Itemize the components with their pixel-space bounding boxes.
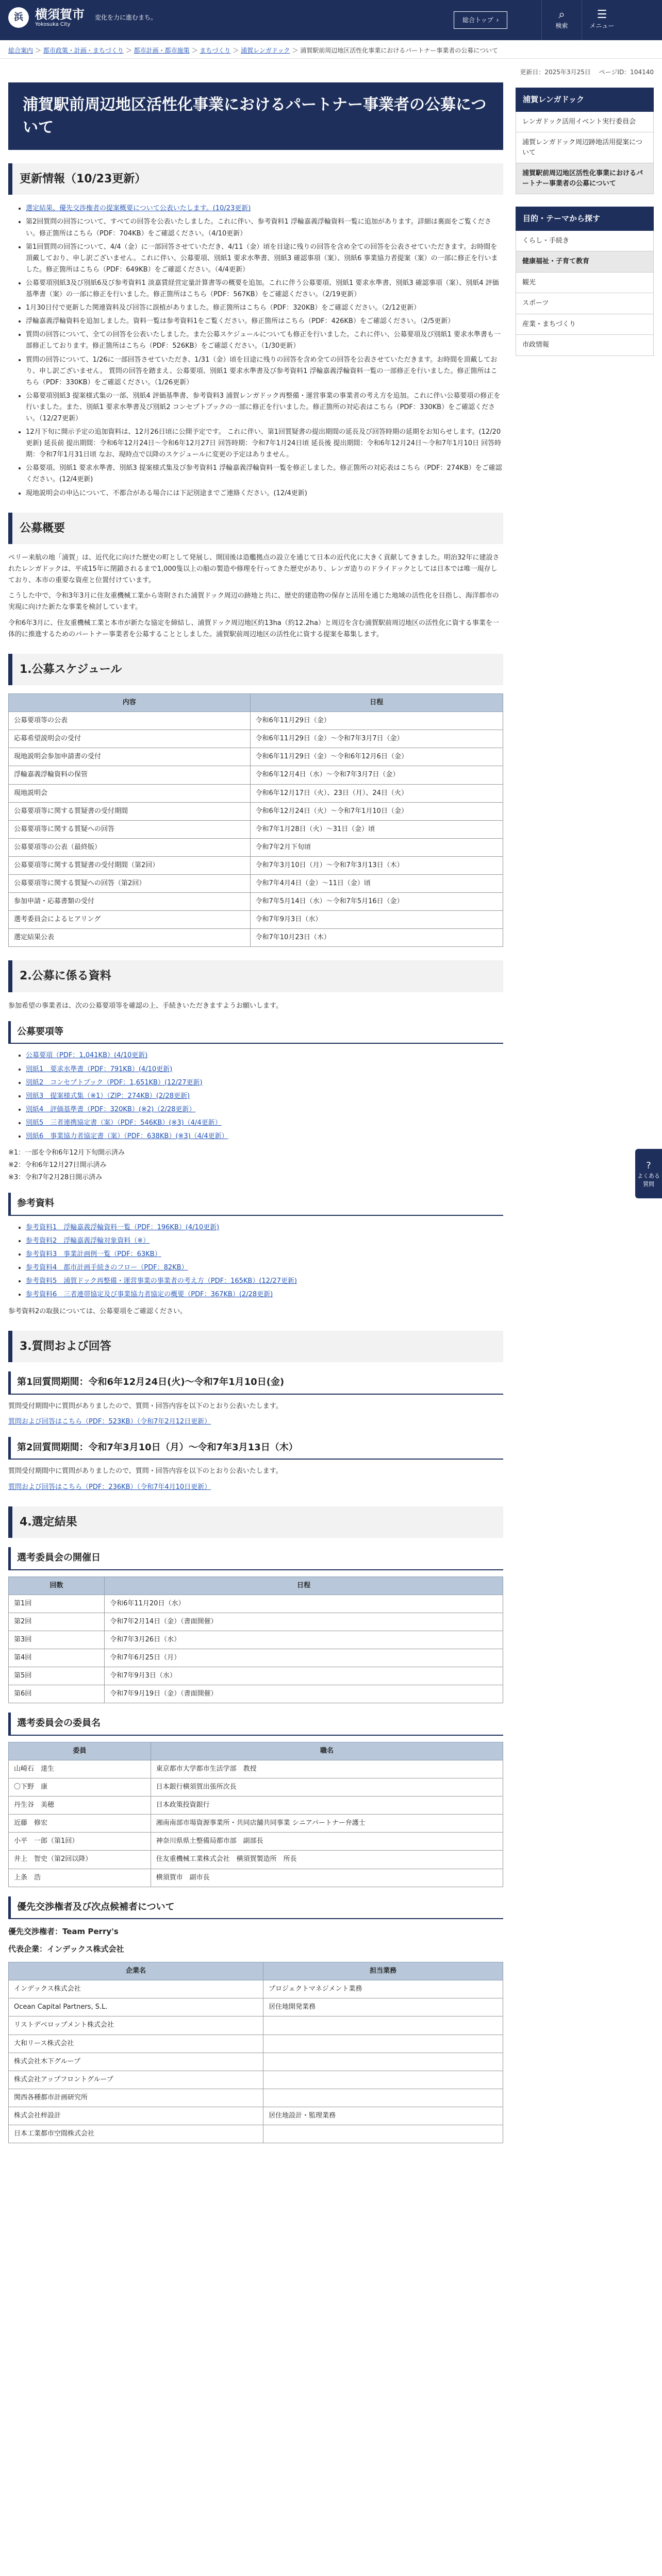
updated-date: 更新日：2025年3月25日 [520,69,591,76]
table-cell: 令和6年11月29日（金）～令和6年12月6日（金） [250,748,503,766]
table-cell: 第6回 [9,1685,105,1703]
table-cell: 〇下野 康 [9,1778,151,1797]
priority-representative: 代表企業：インデックス株式会社 [8,1944,124,1954]
ref-item-link[interactable]: 参考資料5 浦賀ドック再整備・運営事業の事業者の考え方（PDF：165KB）(12/27更新) [26,1277,297,1285]
company-row [9,2071,503,2089]
ref-item-link[interactable]: 参考資料1 浮輪嘉義浮輪資料一覧（PDF：196KB）(4/10更新) [26,1224,220,1231]
table-cell: 居住地設計・監理業務 [263,2107,503,2125]
qa-round2-text: 質問受付期間中に質問がありましたので、質問・回答内容を以下のとおり公表いたします。 [8,1467,283,1476]
companies-table [8,1962,503,2143]
qa-round1-link[interactable]: 質問および回答はこちら（PDF：523KB）（令和7年2月12日更新） [8,1417,211,1426]
overview-paragraph: ペリー来航の地「浦賀」は、近代化に向けた歴史の町として発展し、開国後は造艦拠点の設立を通じて日本の近代化に大きく貢献してきました。明治32年に建設されたレンガドックは、平成15年に閉鎖されるまで1,000隻以上の船の製造や修理を行ってきた歴史があり、レンガ造りのドライドックとしては日本では唯一現存しており、本市の重要な資産と位置付けています。 [8,554,500,585]
sidebar-item-current[interactable]: 浦賀駅前周辺地区活性化事業におけるパートナー事業者の公募について [516,163,654,194]
doc-item[interactable] [26,1117,503,1129]
schedule-row [9,784,503,802]
docs-list [8,1050,503,1142]
table-cell: 参加申請・応募書類の受付 [9,893,251,911]
breadcrumb-current: 浦賀駅前周辺地区活性化事業におけるパートナー事業者の公募について [300,47,498,54]
breadcrumb-item[interactable]: 総合案内 [8,47,34,54]
site-top-button[interactable]: 総合トップ › [454,11,507,29]
company-row [9,2089,503,2107]
doc-item-link[interactable]: 別紙1 要求水準書（PDF：791KB）(4/10更新) [26,1065,173,1073]
ref-item-link[interactable]: 参考資料3 事業計画例一覧（PDF：63KB） [26,1250,161,1259]
meeting-row [9,1595,503,1613]
topic-item[interactable]: スポーツ [516,293,654,314]
table-cell: 令和7年4月4日（金）～11日（金）頃 [250,875,503,893]
schedule-heading: 1.公募スケジュール [8,654,503,685]
qa-heading: 3.質問および回答 [8,1331,503,1362]
meetings-table [8,1577,503,1704]
update-item: • 現地説明会の申込について、不都合がある場合には下記別途までご連絡ください。(12/4更新) [26,488,503,499]
meeting-row [9,1613,503,1631]
overview-heading: 公募概要 [8,513,503,544]
update-item: • 浮輪嘉義浮輪資料を追加しました。資料一覧は参考資料1をご覧ください。修正箇所はこちら（PDF：426KB）をご確認ください。（2/5更新） [26,316,503,327]
city-tagline: 変化を力に進むまち。 [95,13,157,21]
table-cell: 井上 智史（第2回以降） [9,1851,151,1869]
ref-item-link[interactable]: 参考資料6 三者連帯協定及び事業協力者協定の概要（PDF：367KB）(2/28更新) [26,1291,273,1299]
table-cell [263,2016,503,2035]
table-cell: 令和7年3月26日（水） [105,1631,503,1649]
question-icon: ? [646,1160,651,1172]
table-cell: 関西各種都市計画研究所 [9,2089,263,2107]
update-item: • 公募要項別紙3 提案様式集の一部、別紙4 評価基準書、参考資料3 浦賀レンガドック再整備・運営事業の事業者の考え方を追加。これに伴い公募要項の修正を行いました。また、別紙1 要求水準書及び別紙2 コンセプトブックの一部に修正を行いました。修正箇所の対応表はこちら（PDF：330KB）をご確認ください。（12/27更新） [26,391,503,425]
table-cell: 住友重機械工業株式会社 横須賀製造所 所長 [151,1851,503,1869]
sidebar-item[interactable]: レンガドック活用イベント実行委員会 [516,112,654,133]
table-cell: 令和6年12月4日（水）～令和7年3月7日（金） [250,766,503,784]
schedule-row [9,875,503,893]
members-heading: 選考委員会の委員名 [8,1713,503,1736]
table-cell: 令和7年5月14日（水）～令和7年5月16日（金） [250,893,503,911]
schedule-row [9,856,503,874]
company-row [9,2125,503,2143]
table-cell: 令和7年9月3日（水） [105,1667,503,1685]
breadcrumb-item[interactable]: 浦賀レンガドック [241,47,290,54]
doc-item-link[interactable]: 別紙2 コンセプトブック（PDF：1,651KB）(12/27更新) [26,1078,203,1087]
update-item: • 1月30日付で更新した関連資料及び回答に誤植がありました。修正箇所はこちら（PDF：320KB）をご確認ください。（2/12更新） [26,302,503,314]
table-header: 委員 [9,1742,151,1760]
table-cell: 公募要項等の公表 [9,712,251,730]
chevron-right-icon: › [496,16,499,24]
table-cell: 湘南南部市場資源事業所・共同店舗共同事業 シニアパートナー弁護士 [151,1815,503,1833]
doc-note: ※2：令和6年12月27日開示済み [8,1161,107,1170]
doc-item-link[interactable]: 別紙5 三者連携協定書（案）（PDF：546KB）(※3)（4/4更新） [26,1118,222,1127]
company-row [9,1980,503,1998]
site-logo[interactable] [8,7,157,28]
table-cell: 日本政策投資銀行 [151,1797,503,1815]
schedule-row [9,802,503,820]
member-row [9,1797,503,1815]
table-cell: 浮輪嘉義浮輪資料の保管 [9,766,251,784]
table-cell: 近藤 修宏 [9,1815,151,1833]
table-cell: 令和7年9月3日（水） [250,911,503,929]
table-cell: 株式会社梓設計 [9,2107,263,2125]
table-header: 担当業務 [263,1962,503,1980]
table-cell: 株式会社木下グループ [9,2053,263,2071]
page-title: 浦賀駅前周辺地区活性化事業におけるパートナー事業者の公募について [8,82,503,150]
ref-item[interactable] [26,1235,503,1247]
refs-list [8,1222,503,1301]
doc-item[interactable] [26,1091,503,1102]
table-cell: 令和7年9月19日（金）（書面開催） [105,1685,503,1703]
topic-item[interactable]: 観光 [516,273,654,294]
table-cell: 令和6年11月29日（金） [250,712,503,730]
page-meta [520,67,654,77]
doc-item[interactable] [26,1131,503,1142]
schedule-row [9,911,503,929]
priority-name: 優先交渉権者：Team Perry's [8,1927,119,1937]
table-cell: 第2回 [9,1613,105,1631]
table-cell: 選考委員会によるヒアリング [9,911,251,929]
meeting-row [9,1685,503,1703]
refs-note: 参考資料2の取扱については、公募要項をご確認ください。 [8,1307,187,1315]
schedule-row [9,730,503,748]
sidebar-item[interactable]: 浦賀レンガドック周辺跡地活用提案について [516,132,654,163]
member-row [9,1851,503,1869]
table-cell: 日本工業都市空間株式会社 [9,2125,263,2143]
doc-item-link[interactable]: 別紙3 提案様式集（※1）（ZIP：274KB）(2/28更新) [26,1092,190,1100]
table-header: 企業名 [9,1962,263,1980]
table-cell: 丹生谷 美穂 [9,1797,151,1815]
table-cell: リストデベロップメント株式会社 [9,2016,263,2035]
table-cell: 令和6年11月20日（水） [105,1595,503,1613]
update-item: • 第2回質問の回答について、すべての回答を公表いたしました。これに伴い、参考資料1 浮輪嘉義浮輪資料一覧に追加があります。詳細は裏面をご覧ください。修正箇所はこちら（PDF：704KB）をご確認ください。（4/10更新） [26,216,503,239]
company-row [9,2035,503,2053]
table-cell: 令和7年1月28日（火）～31日（金）頃 [250,820,503,838]
member-row [9,1833,503,1851]
city-name: 横須賀市 [35,7,85,22]
table-cell: 大和リース株式会社 [9,2035,263,2053]
members-table [8,1742,503,1887]
page-id: ページID：104140 [599,69,654,76]
doc-item[interactable] [26,1077,503,1089]
table-header: 職名 [151,1742,503,1760]
update-item: • 第1回質問の回答について、4/4（金）に一部回答させていただき、4/11（金）頃を目途に残りの回答を含め全ての回答を公表させていただきます。お時間を頂戴しており、申し訳ございません。これに伴い、公募要項、別紙1 要求水準書、別紙3 確認事項（案）、別紙6 事業協力者提案（案）の一部に修正を行いました。修正箇所はこちら（PDF：649KB）をご確認ください。（4/4更新） [26,242,503,276]
schedule-row [9,766,503,784]
docs-notes [8,1147,503,1183]
breadcrumb-item[interactable]: 都市政策・計画・まちづくり [43,47,124,54]
table-cell: 令和7年6月25日（月） [105,1649,503,1667]
table-cell: 上条 浩 [9,1869,151,1887]
priority-heading: 優先交渉権者及び次点候補者について [8,1896,503,1920]
table-cell: 日本銀行横須賀出張所次長 [151,1778,503,1797]
breadcrumb-item[interactable]: まちづくり [200,47,231,54]
table-header: 内容 [9,694,251,712]
table-cell: 公募要項等に関する質疑書の受付期間（第2回） [9,856,251,874]
city-name-en: Yokosuka City [35,21,71,27]
update-item[interactable]: • 選定結果、優先交渉権者の提案概要について公表いたします。(10/23更新) [26,203,503,214]
breadcrumb-item[interactable]: 都市計画・都市施策 [134,47,190,54]
company-row [9,2016,503,2035]
schedule-row [9,712,503,730]
qa-round2-heading: 第2回質問期間：令和7年3月10日（月）～令和7年3月13日（木） [8,1437,503,1460]
table-header: 日程 [105,1577,503,1595]
meeting-row [9,1631,503,1649]
faq-float-button[interactable]: ? よくある質問 [635,1149,662,1198]
table-cell: 現地説明会 [9,784,251,802]
table-cell: 令和7年2月下旬頃 [250,838,503,856]
ref-item-link[interactable]: 参考資料4 都市計画手続きのフロー（PDF：82KB） [26,1264,188,1272]
topic-item[interactable]: 健康福祉・子育て教育 [516,251,654,273]
menu-button[interactable]: ☰ メニュー [582,0,622,40]
company-row [9,2107,503,2125]
table-cell: 山崎石 達生 [9,1760,151,1778]
ref-item[interactable] [26,1249,503,1260]
topic-item[interactable]: くらし・手続き [516,231,654,252]
doc-item-link[interactable]: 公募要項（PDF：1,041KB）(4/10更新) [26,1052,148,1060]
update-item: • 質問の回答について、全ての回答を公表いたしました。また公募スケジュールについても修正を行いました。これに伴い、公募要項及び別紙1 要求水準書も一部修正しております。修正箇所はこちら（PDF：526KB）をご確認ください。（1/30更新） [26,329,503,352]
city-emblem-icon: 浜 [8,7,29,28]
update-item: • 公募要項、別紙1 要求水準書、別紙3 提案様式集及び参考資料1 浮輪嘉義浮輪資料一覧を修正しました。修正箇所の対応表はこちら（PDF：274KB）をご確認ください。(12/4更新) [26,463,503,485]
table-cell: プロジェクトマネジメント業務 [263,1980,503,1998]
table-cell [263,2071,503,2089]
qa-round1-text: 質問受付期間中に質問がありましたので、質問・回答内容を以下のとおり公表いたします。 [8,1402,283,1410]
ref-item-link[interactable]: 参考資料2 浮輪嘉義浮輪対象資料（※） [26,1237,150,1245]
ref-item[interactable] [26,1276,503,1287]
main-content [8,82,503,2149]
table-cell: 第4回 [9,1649,105,1667]
schedule-table [8,693,503,947]
update-item: • 質問の回答について、1/26に一部回答させていただき、1/31（金）頃を目途に残りの回答を含め全ての回答を公表させていただきます。お時間を頂戴しており、申し訳ございません。 質問の回答を踏まえ、公募要項、別紙1 要求水準書及び参考資料1 浮輪嘉義浮輪資料一覧の一部修正を行いました。修正箇所はこちら（PDF：330KB）をご確認ください。（1/26更新） [26,354,503,388]
table-cell: 選定結果公表 [9,929,251,947]
table-cell: 小平 一郎（第1回） [9,1833,151,1851]
ref-item[interactable] [26,1289,503,1300]
table-cell: 応募希望説明会の受付 [9,730,251,748]
table-cell: 公募要項等の公表（最終版） [9,838,251,856]
table-cell: 第1回 [9,1595,105,1613]
table-header: 日程 [250,694,503,712]
table-cell: 公募要項等に関する質疑書の受付期間 [9,802,251,820]
table-cell: 令和6年12月17日（火）、23日（月）、24日（火） [250,784,503,802]
menu-icon: ☰ [597,8,607,21]
company-row [9,2053,503,2071]
update-item: • 12月下旬に開示予定の追加資料は、12月26日頃に公開予定です。 これに伴い、第1回質疑書の提出期間の延長及び回答時期の延期をお知らせします。(12/20更新) 延長前 提出期間：令和6年12月24日～令和6年12月27日 回答時期：令和7年1月24日頃 延長後 提出期間：令和6年12月24日～令和7年1月10日 回答時期：令和7年1月31日頃 なお、現時点で以降のスケジュールに変更の予定はありません。 [26,427,503,461]
table-header: 回数 [9,1577,105,1595]
doc-item-link[interactable]: 別紙6 事業協力者協定書（案）（PDF：638KB）(※3)（4/4更新） [26,1132,228,1141]
overview-paragraph: こうした中で、令和3年3月に住友重機械工業から寄附された浦賀ドック周辺の跡地と共に、歴史的建造物の保存と活用を通じた地域の活性化を目指し、海洋都市の実現に向けた新たな事業を検討しています。 [8,592,499,612]
table-cell: 株式会社アップフロントグループ [9,2071,263,2089]
qa-round1-heading: 第1回質問期間：令和6年12月24日(火)～令和7年1月10日(金) [8,1371,503,1395]
doc-item[interactable] [26,1064,503,1075]
table-cell: 居住地開発業務 [263,1998,503,2016]
table-cell: 令和6年11月29日（金）～令和7年3月7日（金） [250,730,503,748]
table-cell: 神奈川県県土整備局都市部 副部長 [151,1833,503,1851]
member-row [9,1869,503,1887]
member-row [9,1760,503,1778]
table-cell: 令和6年12月24日（火）～令和7年1月10日（金） [250,802,503,820]
meeting-row [9,1649,503,1667]
table-cell [263,2125,503,2143]
table-cell: Ocean Capital Partners, S.L. [9,1998,263,2016]
update-item: • 公募要項別紙3及び別紙6及び参考資料1 淡嘉賃経営定量計算書等の概要を追加。これに伴う公募要項、別紙1 要求水準書、別紙3 確認事項（案）、別紙4 評価基準書（案）の一部に修正を行いました。修正箇所はこちら（PDF：567KB）をご確認ください。（2/19更新） [26,278,503,300]
table-cell: 横須賀市 副市長 [151,1869,503,1887]
table-cell: 公募要項等に関する質疑への回答 [9,820,251,838]
search-icon: ⌕ [558,8,565,21]
materials-intro: 参加希望の事業者は、次の公募要項等を確認の上、手続きいただきますようお願いします。 [8,1002,283,1010]
ref-item[interactable] [26,1262,503,1274]
update-heading: 更新情報（10/23更新） [8,163,503,195]
update-list [8,203,503,499]
table-cell: 令和7年2月14日（金）（書面開催） [105,1613,503,1631]
company-row [9,1998,503,2016]
doc-note: ※1：一部を令和6年12月下旬開示済み [8,1149,125,1157]
topic-item[interactable]: 産業・まちづくり [516,314,654,335]
refs-heading: 参考資料 [8,1193,503,1216]
result-heading: 4.選定結果 [8,1506,503,1538]
search-button[interactable]: ⌕ 検索 [541,0,582,40]
table-cell: 令和7年3月10日（月）～令和7年3月13日（木） [250,856,503,874]
meeting-row [9,1667,503,1685]
doc-note: ※3：令和7年2月28日開示済み [8,1174,103,1182]
table-cell: 第3回 [9,1631,105,1649]
schedule-row [9,838,503,856]
materials-heading: 2.公募に係る資料 [8,960,503,992]
sidebar-section-title[interactable]: 浦賀レンガドック [516,88,654,112]
table-cell [263,2053,503,2071]
table-cell: インデックス株式会社 [9,1980,263,1998]
topic-item[interactable]: 市政情報 [516,335,654,356]
doc-item[interactable] [26,1104,503,1115]
table-cell: 公募要項等に関する質疑への回答（第2回） [9,875,251,893]
doc-item[interactable] [26,1050,503,1061]
meetings-heading: 選考委員会の開催日 [8,1547,503,1570]
doc-item-link[interactable]: 別紙4 評価基準書（PDF：320KB）(※2)（2/28更新） [26,1105,196,1113]
member-row [9,1815,503,1833]
table-cell: 東京都市大学都市生活学部 教授 [151,1760,503,1778]
schedule-row [9,893,503,911]
topics-title: 目的・テーマから探す [516,207,654,231]
qa-round2-link[interactable]: 質問および回答はこちら（PDF：236KB）（令和7年4月10日更新） [8,1483,211,1491]
member-row [9,1778,503,1797]
overview-paragraph: 令和6年3月に、住友重機械工業と本市が新たな協定を締結し、浦賀ドック周辺地区約13ha（約12.2ha）と周辺を含む浦賀駅前周辺地区の活性化に資する事業を一体的に推進するためのパートナー事業者を公募することとしました。浦賀駅前周辺地区の活性化に資する提案を募集します。 [8,619,499,638]
table-cell [263,2089,503,2107]
table-cell: 第5回 [9,1667,105,1685]
table-cell: 令和7年10月23日（木） [250,929,503,947]
table-cell [263,2035,503,2053]
table-cell: 現地説明会参加申請書の受付 [9,748,251,766]
breadcrumb: 総合案内 ＞ 都市政策・計画・まちづくり ＞ 都市計画・都市施策 ＞ まちづくり ＞ 浦賀レンガドック ＞ 浦賀駅前周辺地区活性化事業におけるパートナー事業者の公募について [0,40,662,59]
site-header [0,0,662,40]
schedule-row [9,929,503,947]
docs-heading: 公募要項等 [8,1021,503,1044]
schedule-row [9,820,503,838]
schedule-row [9,748,503,766]
sidebar [516,88,654,356]
ref-item[interactable] [26,1222,503,1233]
